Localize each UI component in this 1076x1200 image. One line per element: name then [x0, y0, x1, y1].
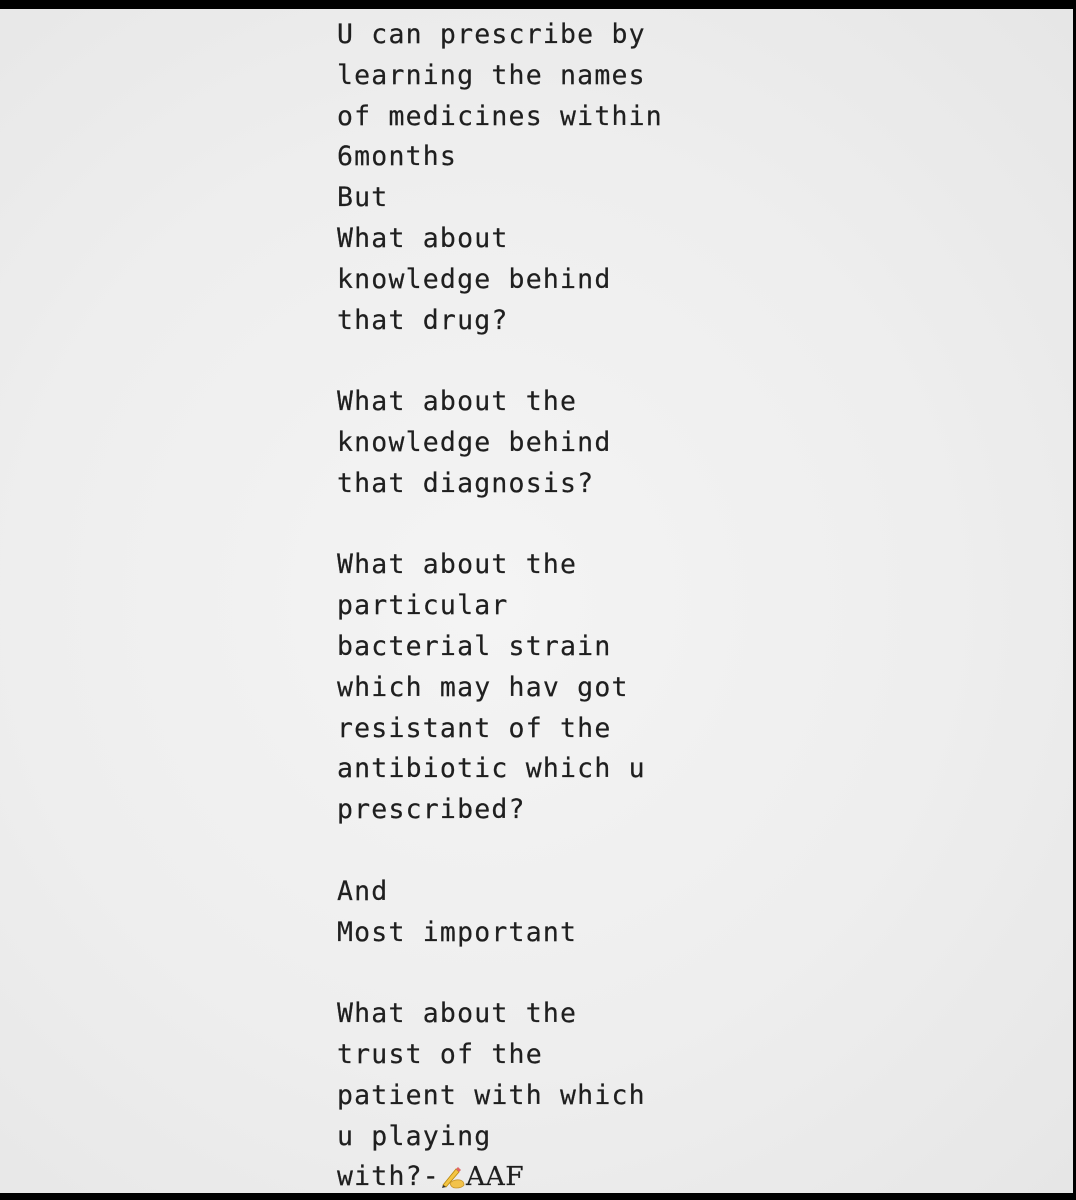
poem-line: And: [337, 875, 389, 907]
poem-line: which may hav got: [337, 671, 629, 703]
poem-line: u playing: [337, 1120, 492, 1152]
poem-line: 6months: [337, 141, 458, 173]
poem-line: of medicines within: [337, 100, 663, 132]
poem-line: U can prescribe by: [337, 19, 646, 50]
poem-line: What about: [337, 222, 509, 254]
poem-line: that drug?: [337, 304, 509, 336]
poem-line: knowledge behind: [337, 426, 612, 458]
stanza-break: [337, 505, 663, 546]
poem-line: antibiotic which u: [337, 753, 646, 785]
stanza-break: [337, 341, 663, 382]
poem-line: prescribed?: [337, 794, 526, 826]
poem-line: What about the: [337, 386, 578, 418]
closing-text: with?-: [337, 1161, 440, 1193]
poem-line: learning the names: [337, 59, 646, 91]
poem-line: What about the: [337, 549, 578, 581]
signature: AAF: [465, 1161, 525, 1193]
poem-line: But: [337, 182, 389, 214]
closing-line: [337, 1157, 663, 1193]
poem-line: resistant of the: [337, 712, 612, 744]
poem-line: Most important: [337, 916, 578, 948]
poem-line: trust of the: [337, 1038, 543, 1070]
poem-line: What about the: [337, 998, 578, 1030]
poem-text: [337, 15, 663, 1193]
poem-line: bacterial strain: [337, 630, 612, 662]
paper-sheet: [0, 9, 1073, 1193]
poem-line: knowledge behind: [337, 263, 612, 295]
stanza-break: [337, 831, 663, 872]
poem-line: that diagnosis?: [337, 467, 595, 499]
stanza-break: [337, 953, 663, 994]
poem-line: particular: [337, 590, 509, 622]
writing-hand-icon: [440, 1163, 466, 1189]
poem-line: patient with which: [337, 1079, 646, 1111]
